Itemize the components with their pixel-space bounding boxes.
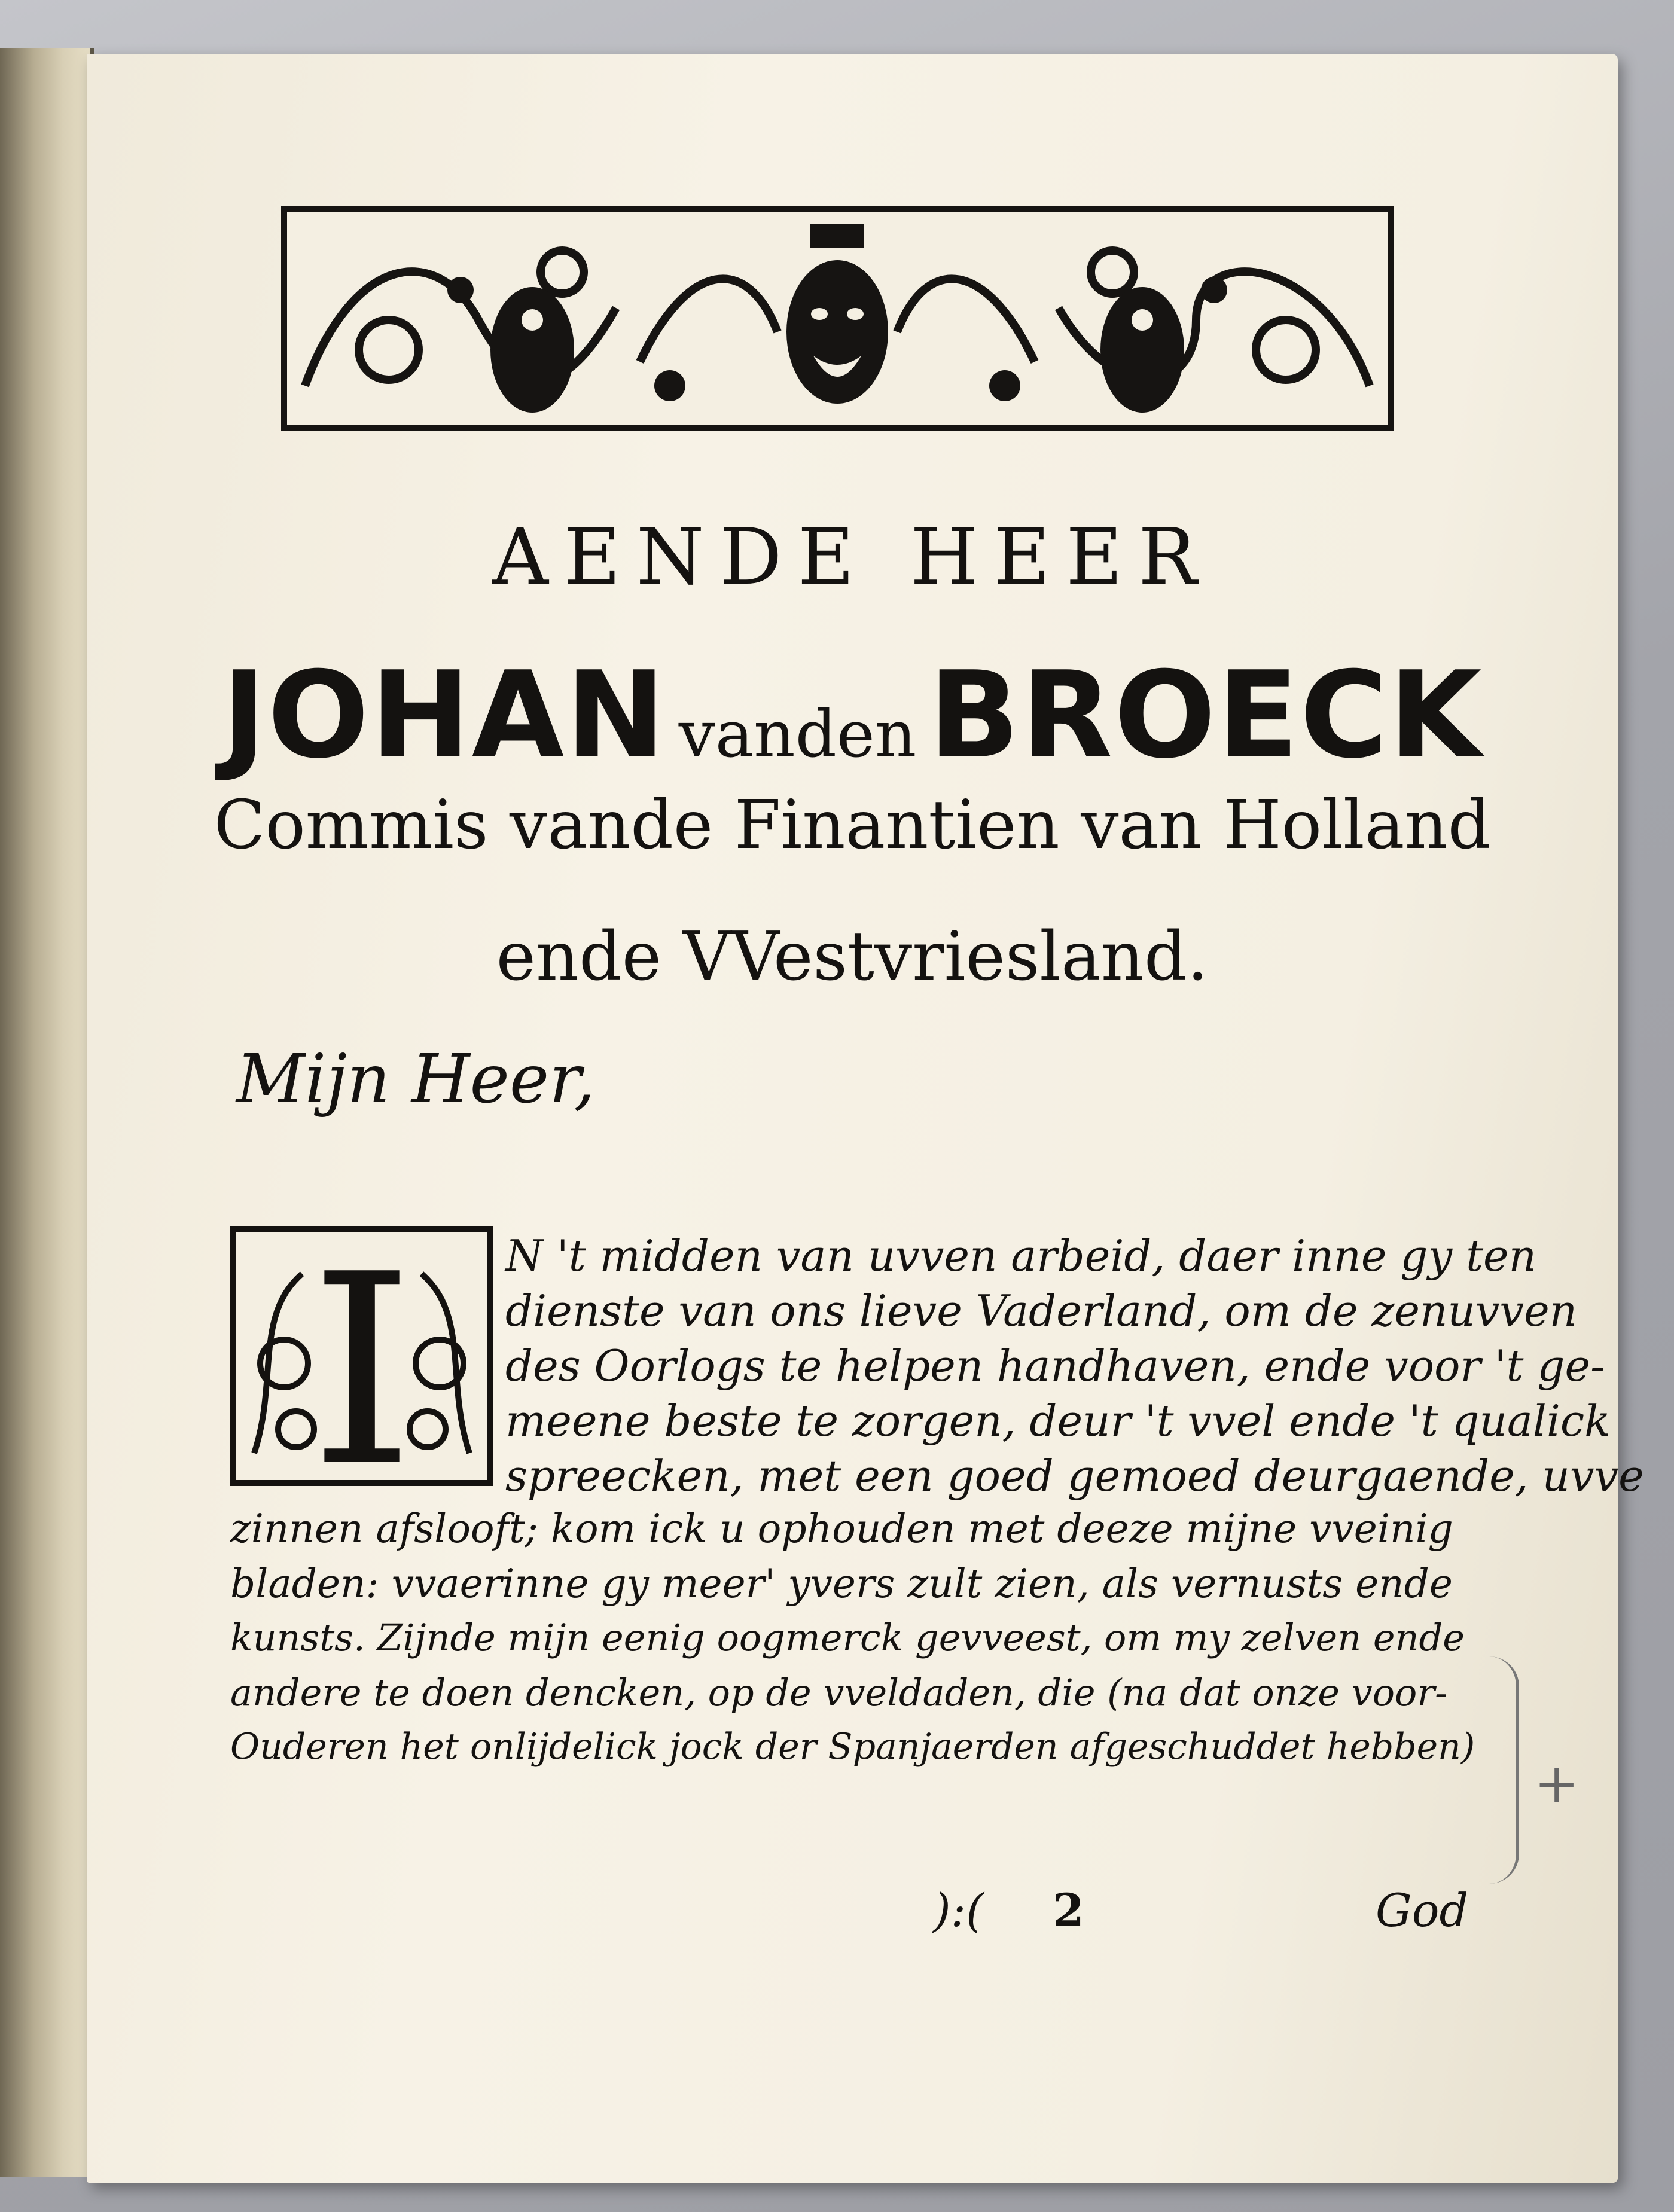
body-line: kunsts. Zijnde mijn eenig oogmerck gevveest, om my zelven ende [230, 1616, 1465, 1659]
body-line: meene beste te zorgen, deur 't vvel ende 't qualick [505, 1396, 1611, 1446]
margin-note: + [1534, 1752, 1580, 1815]
body-line: Ouderen het onlijdelick jock der Spanjaerden afgeschuddet hebben) [230, 1726, 1475, 1768]
signature-mark: ):( [933, 1884, 984, 1937]
body-line: dienste van ons lieve Vaderland, om de zenuvven [505, 1286, 1578, 1336]
body-line: spreecken, met een goed gemoed deurgaende, uvve [505, 1451, 1644, 1501]
heading-name-first: JOHAN [221, 646, 667, 785]
page-number: 2 [1053, 1884, 1084, 1937]
heading-name-middle: vanden [678, 697, 917, 772]
body-line: zinnen afslooft; kom ick u ophouden met deeze mijne vveinig [230, 1506, 1453, 1552]
catchword: God [1376, 1884, 1469, 1937]
book-spine [0, 48, 94, 2177]
body-line: bladen: vvaerinne gy meer' yvers zult zien, als vernusts ende [230, 1561, 1453, 1607]
headpiece-ornament [281, 206, 1394, 431]
body-line: andere te doen dencken, op de vveldaden, die (na dat onze voor- [230, 1671, 1447, 1714]
heading-name [87, 646, 1618, 785]
heading-line-westvriesland: ende VVestvriesland. [496, 918, 1209, 996]
body-line: N 't midden van uvven arbeid, daer inne gy ten [505, 1231, 1536, 1281]
decorated-initial [230, 1226, 493, 1486]
body-line: des Oorlogs te helpen handhaven, ende voor 't ge- [505, 1341, 1605, 1391]
initial-letter: I [310, 1226, 414, 1486]
margin-bracket [1480, 1656, 1519, 1884]
heading-line-aende-heer: AENDE HEER [492, 511, 1213, 602]
heading-name-last: BROECK [928, 646, 1483, 785]
salutation: Mijn Heer, [236, 1041, 596, 1118]
heading-line-commis: Commis vande Finantien van Holland [214, 786, 1491, 864]
